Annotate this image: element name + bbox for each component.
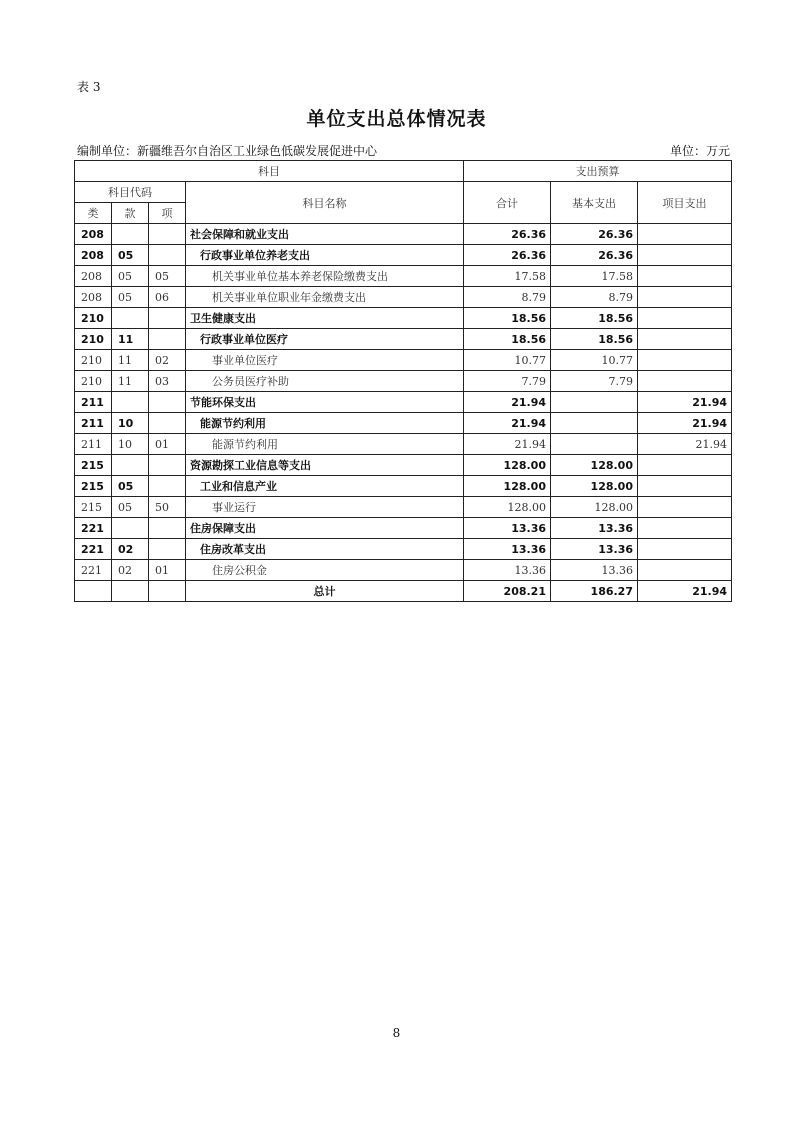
cell-lei: 215 [75,497,112,518]
cell-total: 7.79 [464,371,551,392]
header-code: 科目代码 [75,182,186,203]
cell-lei: 221 [75,560,112,581]
cell-basic [551,413,638,434]
org-label: 编制单位：新疆维吾尔自治区工业绿色低碳发展促进中心 [77,144,378,158]
total-row [75,581,732,602]
cell-project: 21.94 [638,434,732,455]
cell-total: 18.56 [464,329,551,350]
cell-kuan: 05 [112,287,149,308]
total-basic: 186.27 [551,581,638,602]
cell-xiang: 01 [149,434,186,455]
cell-project [638,455,732,476]
unit-label: 单位：万元 [669,144,730,158]
page-number: 8 [392,1026,401,1040]
cell-xiang [149,392,186,413]
header-kuan: 款 [112,203,149,224]
header-basic: 基本支出 [551,182,638,224]
cell-kuan: 02 [112,539,149,560]
cell-total: 21.94 [464,434,551,455]
cell-basic: 26.36 [551,224,638,245]
table-row [75,308,732,329]
cell-lei: 215 [75,476,112,497]
cell-empty [112,581,149,602]
cell-basic: 13.36 [551,539,638,560]
cell-basic: 128.00 [551,497,638,518]
cell-kuan: 05 [112,497,149,518]
cell-kuan: 11 [112,329,149,350]
cell-total: 18.56 [464,308,551,329]
header-total: 合计 [464,182,551,224]
cell-basic: 8.79 [551,287,638,308]
cell-xiang [149,518,186,539]
cell-name: 能源节约利用 [186,434,464,455]
table-row [75,497,732,518]
cell-project [638,518,732,539]
table-row [75,266,732,287]
cell-name: 住房公积金 [186,560,464,581]
cell-empty [149,581,186,602]
cell-lei: 210 [75,350,112,371]
table-row [75,413,732,434]
cell-name: 公务员医疗补助 [186,371,464,392]
cell-lei: 208 [75,245,112,266]
table-row [75,476,732,497]
cell-empty [75,581,112,602]
cell-lei: 211 [75,434,112,455]
cell-project [638,497,732,518]
cell-name: 机关事业单位职业年金缴费支出 [186,287,464,308]
cell-basic: 10.77 [551,350,638,371]
cell-xiang [149,329,186,350]
header-lei: 类 [75,203,112,224]
cell-kuan: 05 [112,476,149,497]
cell-kuan [112,518,149,539]
table-row [75,329,732,350]
cell-basic: 128.00 [551,455,638,476]
total-name: 总计 [186,581,464,602]
cell-basic: 17.58 [551,266,638,287]
cell-lei: 215 [75,455,112,476]
cell-project [638,350,732,371]
cell-kuan: 11 [112,371,149,392]
table-row [75,245,732,266]
cell-xiang: 05 [149,266,186,287]
table-row [75,287,732,308]
cell-kuan: 10 [112,413,149,434]
cell-kuan: 05 [112,266,149,287]
cell-basic: 13.36 [551,560,638,581]
cell-lei: 211 [75,413,112,434]
cell-project [638,476,732,497]
cell-total: 128.00 [464,497,551,518]
header-row-1 [75,161,732,182]
expenditure-table [74,160,732,602]
cell-lei: 211 [75,392,112,413]
cell-name: 行政事业单位养老支出 [186,245,464,266]
page-title: 单位支出总体情况表 [306,108,487,130]
cell-name: 住房改革支出 [186,539,464,560]
cell-basic: 7.79 [551,371,638,392]
cell-lei: 210 [75,329,112,350]
table-row [75,518,732,539]
total-project: 21.94 [638,581,732,602]
cell-kuan: 10 [112,434,149,455]
table-row [75,224,732,245]
cell-xiang [149,413,186,434]
cell-total: 17.58 [464,266,551,287]
cell-project [638,266,732,287]
table-row [75,371,732,392]
cell-total: 13.36 [464,560,551,581]
cell-total: 26.36 [464,224,551,245]
header-row-2 [75,182,732,203]
cell-lei: 208 [75,266,112,287]
cell-name: 事业单位医疗 [186,350,464,371]
table-row [75,455,732,476]
table-row [75,392,732,413]
cell-kuan: 11 [112,350,149,371]
header-budget: 支出预算 [464,161,732,182]
cell-total: 21.94 [464,392,551,413]
cell-lei: 221 [75,518,112,539]
cell-basic [551,434,638,455]
cell-project [638,287,732,308]
cell-lei: 208 [75,287,112,308]
cell-xiang: 03 [149,371,186,392]
cell-xiang [149,455,186,476]
header-xiang: 项 [149,203,186,224]
cell-name: 机关事业单位基本养老保险缴费支出 [186,266,464,287]
cell-name: 卫生健康支出 [186,308,464,329]
cell-total: 21.94 [464,413,551,434]
cell-name: 行政事业单位医疗 [186,329,464,350]
table-row [75,560,732,581]
table-row [75,539,732,560]
cell-lei: 208 [75,224,112,245]
cell-project [638,371,732,392]
cell-basic: 13.36 [551,518,638,539]
cell-basic: 26.36 [551,245,638,266]
header-subject: 科目 [75,161,464,182]
cell-kuan [112,455,149,476]
table-number: 表 3 [77,80,101,94]
cell-kuan [112,392,149,413]
cell-lei: 221 [75,539,112,560]
header-project: 项目支出 [638,182,732,224]
header-name: 科目名称 [186,182,464,224]
cell-name: 事业运行 [186,497,464,518]
cell-total: 10.77 [464,350,551,371]
cell-basic: 18.56 [551,308,638,329]
cell-xiang [149,476,186,497]
cell-name: 节能环保支出 [186,392,464,413]
total-total: 208.21 [464,581,551,602]
cell-project [638,308,732,329]
cell-xiang [149,224,186,245]
cell-name: 社会保障和就业支出 [186,224,464,245]
cell-total: 8.79 [464,287,551,308]
cell-xiang: 02 [149,350,186,371]
cell-name: 住房保障支出 [186,518,464,539]
table-row [75,350,732,371]
cell-project [638,245,732,266]
cell-total: 13.36 [464,518,551,539]
cell-project [638,539,732,560]
cell-kuan [112,308,149,329]
cell-xiang [149,308,186,329]
cell-xiang [149,245,186,266]
cell-lei: 210 [75,371,112,392]
cell-xiang [149,539,186,560]
cell-project [638,224,732,245]
cell-basic: 128.00 [551,476,638,497]
cell-kuan: 02 [112,560,149,581]
cell-project: 21.94 [638,392,732,413]
cell-xiang: 50 [149,497,186,518]
cell-name: 工业和信息产业 [186,476,464,497]
cell-kuan [112,224,149,245]
cell-project: 21.94 [638,413,732,434]
cell-name: 资源勘探工业信息等支出 [186,455,464,476]
cell-kuan: 05 [112,245,149,266]
cell-total: 128.00 [464,476,551,497]
cell-project [638,329,732,350]
cell-lei: 210 [75,308,112,329]
table-row [75,434,732,455]
cell-basic: 18.56 [551,329,638,350]
cell-total: 128.00 [464,455,551,476]
cell-xiang: 06 [149,287,186,308]
cell-xiang: 01 [149,560,186,581]
cell-project [638,560,732,581]
cell-total: 26.36 [464,245,551,266]
cell-basic [551,392,638,413]
cell-name: 能源节约利用 [186,413,464,434]
cell-total: 13.36 [464,539,551,560]
